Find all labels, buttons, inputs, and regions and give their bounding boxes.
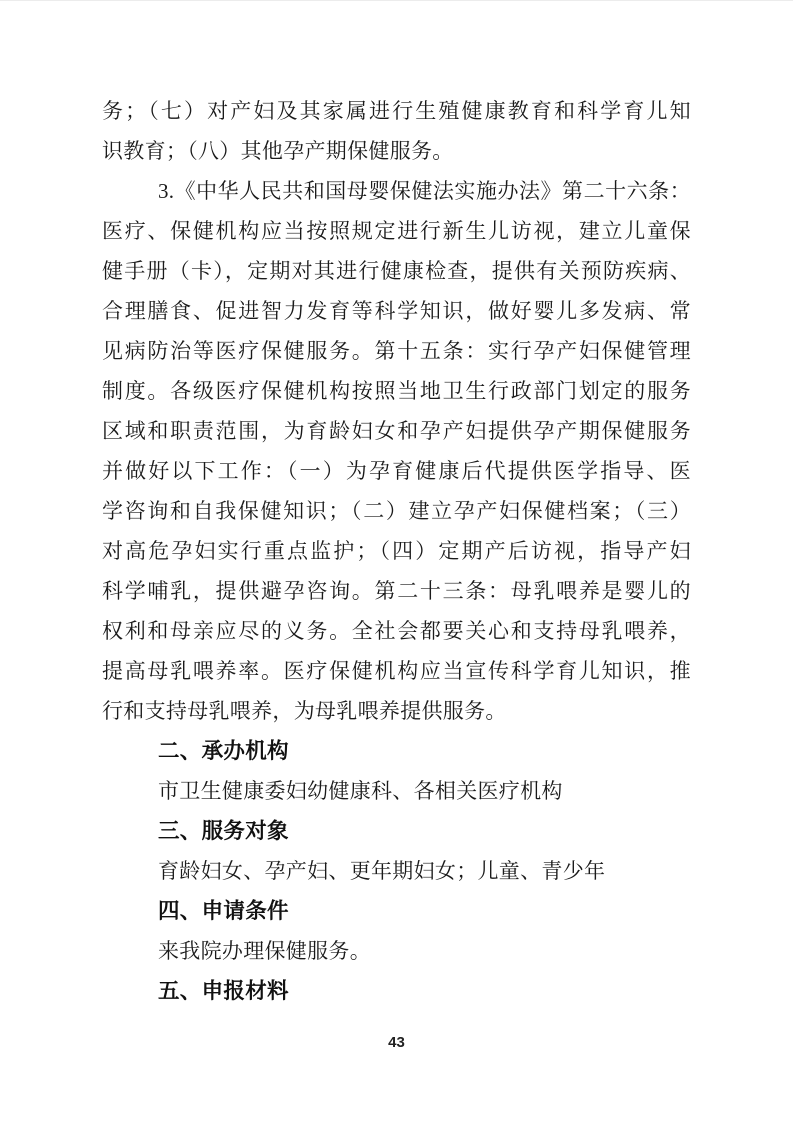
body-text-line: 3.《中华人民共和国母婴保健法实施办法》第二十六条： bbox=[158, 179, 691, 203]
body-text-line: 育龄妇女、孕产妇、更年期妇女；儿童、青少年 bbox=[158, 859, 606, 883]
section-heading: 三、服务对象 bbox=[158, 819, 289, 843]
body-text-line: 务；（七）对产妇及其家属进行生殖健康教育和科学育儿知 bbox=[102, 99, 691, 123]
body-text-line: 见病防治等医疗保健服务。第十五条：实行孕产妇保健管理 bbox=[102, 339, 691, 363]
body-text-line: 合理膳食、促进智力发育等科学知识，做好婴儿多发病、常 bbox=[102, 299, 691, 323]
section-heading: 二、承办机构 bbox=[158, 739, 289, 763]
body-text-line: 制度。各级医疗保健机构按照当地卫生行政部门划定的服务 bbox=[102, 379, 691, 403]
document-content bbox=[102, 91, 691, 1011]
page-number: 43 bbox=[388, 1034, 405, 1051]
section-heading: 五、申报材料 bbox=[158, 979, 289, 1003]
body-text-line: 区域和职责范围，为育龄妇女和孕产妇提供孕产期保健服务 bbox=[102, 419, 691, 443]
body-text-line: 市卫生健康委妇幼健康科、各相关医疗机构 bbox=[158, 779, 563, 803]
body-text-line: 来我院办理保健服务。 bbox=[158, 939, 371, 963]
body-text-line: 科学哺乳，提供避孕咨询。第二十三条：母乳喂养是婴儿的 bbox=[102, 579, 691, 603]
section-heading: 四、申请条件 bbox=[158, 899, 289, 923]
body-text-line: 提高母乳喂养率。医疗保健机构应当宣传科学育儿知识，推 bbox=[102, 659, 691, 683]
body-text-line: 医疗、保健机构应当按照规定进行新生儿访视，建立儿童保 bbox=[102, 219, 691, 243]
body-text-line: 权利和母亲应尽的义务。全社会都要关心和支持母乳喂养， bbox=[102, 619, 691, 643]
body-text-line: 识教育；（八）其他孕产期保健服务。 bbox=[102, 139, 454, 163]
body-text-line: 对高危孕妇实行重点监护；（四）定期产后访视，指导产妇 bbox=[102, 539, 691, 563]
body-text-line: 学咨询和自我保健知识；（二）建立孕产妇保健档案；（三） bbox=[102, 499, 691, 523]
body-text-line: 行和支持母乳喂养，为母乳喂养提供服务。 bbox=[102, 699, 507, 723]
body-text-line: 健手册（卡），定期对其进行健康检查，提供有关预防疾病、 bbox=[102, 259, 691, 283]
document-page bbox=[0, 1, 793, 1122]
body-text-line: 并做好以下工作：（一）为孕育健康后代提供医学指导、医 bbox=[102, 459, 691, 483]
